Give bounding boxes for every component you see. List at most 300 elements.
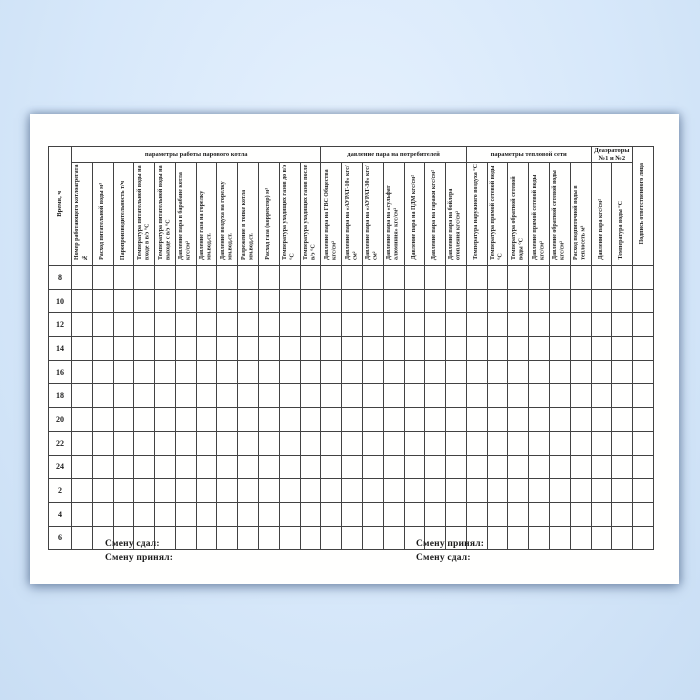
data-cell: [92, 502, 113, 526]
data-cell: [238, 455, 259, 479]
data-cell: [259, 360, 280, 384]
column-header: [404, 163, 425, 266]
data-cell: [196, 502, 217, 526]
data-cell: [570, 384, 591, 408]
data-cell: [362, 479, 383, 503]
table-row: [49, 360, 654, 384]
data-cell: [238, 384, 259, 408]
data-cell: [238, 360, 259, 384]
data-cell: [466, 455, 487, 479]
data-cell: [238, 431, 259, 455]
data-cell: [92, 266, 113, 290]
data-cell: [196, 408, 217, 432]
data-cell: [383, 313, 404, 337]
data-cell: [92, 313, 113, 337]
data-cell: [633, 502, 654, 526]
data-cell: [259, 455, 280, 479]
data-cell: [175, 313, 196, 337]
table-row: [49, 502, 654, 526]
data-cell: [175, 360, 196, 384]
data-cell: [591, 408, 612, 432]
data-cell: [508, 337, 529, 361]
data-cell: [570, 289, 591, 313]
data-cell: [113, 337, 134, 361]
table-row: [49, 408, 654, 432]
data-cell: [175, 384, 196, 408]
data-cell: [404, 455, 425, 479]
data-cell: [72, 360, 93, 384]
data-cell: [217, 408, 238, 432]
data-cell: [217, 526, 238, 550]
data-cell: [383, 337, 404, 361]
data-cell: [466, 289, 487, 313]
data-cell: [383, 289, 404, 313]
column-header-text: Давление обратной сетевой воды кгс/см²: [552, 170, 566, 260]
column-header-text: Давление газа на горелку мм.вод.ст.: [199, 190, 213, 260]
data-cell: [92, 384, 113, 408]
data-cell: [342, 431, 363, 455]
data-cell: [279, 360, 300, 384]
data-cell: [196, 384, 217, 408]
data-cell: [321, 502, 342, 526]
data-cell: [466, 431, 487, 455]
table-row: [49, 313, 654, 337]
data-cell: [134, 502, 155, 526]
data-cell: [300, 266, 321, 290]
data-cell: [362, 502, 383, 526]
shift-accepted-label: Смену принял:: [416, 539, 485, 549]
data-cell: [404, 313, 425, 337]
table-row: [49, 289, 654, 313]
data-cell: [259, 337, 280, 361]
data-cell: [529, 266, 550, 290]
data-cell: [155, 502, 176, 526]
data-cell: [175, 408, 196, 432]
data-cell: [238, 526, 259, 550]
data-cell: [570, 431, 591, 455]
data-cell: [196, 455, 217, 479]
data-cell: [383, 408, 404, 432]
data-cell: [175, 526, 196, 550]
hour-cell: 6: [49, 526, 72, 550]
data-cell: [259, 502, 280, 526]
data-cell: [342, 337, 363, 361]
data-cell: [238, 313, 259, 337]
data-cell: [591, 313, 612, 337]
data-cell: [612, 313, 633, 337]
data-cell: [529, 313, 550, 337]
data-cell: [549, 502, 570, 526]
data-cell: [570, 502, 591, 526]
data-cell: [72, 408, 93, 432]
data-cell: [196, 337, 217, 361]
data-cell: [259, 526, 280, 550]
data-cell: [72, 502, 93, 526]
data-cell: [113, 502, 134, 526]
data-cell: [404, 408, 425, 432]
hour-cell: 10: [49, 289, 72, 313]
data-cell: [549, 360, 570, 384]
data-cell: [279, 313, 300, 337]
data-cell: [487, 337, 508, 361]
data-cell: [591, 431, 612, 455]
data-cell: [633, 455, 654, 479]
data-cell: [508, 266, 529, 290]
data-cell: [113, 289, 134, 313]
data-cell: [279, 526, 300, 550]
column-header: [134, 163, 155, 266]
data-cell: [591, 502, 612, 526]
group-header: Деаэраторы №1 и №2: [591, 147, 633, 163]
data-cell: [404, 502, 425, 526]
data-cell: [633, 526, 654, 550]
data-cell: [217, 384, 238, 408]
data-cell: [529, 431, 550, 455]
data-cell: [134, 408, 155, 432]
data-cell: [196, 360, 217, 384]
data-cell: [529, 479, 550, 503]
column-header-text: Давление пара на «сульфат алюминия» кгс/см²: [386, 185, 400, 260]
column-header-text: Температура уходящих газов после в/э °С: [302, 164, 317, 260]
column-header-text: Температура уходящих газов до в/э °С: [282, 164, 296, 260]
group-header: параметры тепловой сети: [466, 147, 591, 163]
data-cell: [508, 455, 529, 479]
data-cell: [446, 455, 467, 479]
data-cell: [72, 337, 93, 361]
column-header: [259, 163, 280, 266]
data-cell: [404, 479, 425, 503]
data-cell: [134, 455, 155, 479]
data-cell: [217, 266, 238, 290]
data-cell: [92, 289, 113, 313]
data-cell: [238, 408, 259, 432]
data-cell: [279, 455, 300, 479]
data-cell: [300, 479, 321, 503]
data-cell: [508, 360, 529, 384]
data-cell: [570, 455, 591, 479]
data-cell: [425, 408, 446, 432]
data-cell: [549, 337, 570, 361]
data-cell: [217, 455, 238, 479]
data-cell: [72, 526, 93, 550]
data-cell: [508, 384, 529, 408]
column-header-text: Давление пара на гаражи кгс/см²: [431, 169, 438, 260]
data-cell: [612, 408, 633, 432]
data-cell: [321, 526, 342, 550]
data-cell: [362, 431, 383, 455]
data-cell: [134, 431, 155, 455]
hour-cell: 18: [49, 384, 72, 408]
data-cell: [196, 431, 217, 455]
data-cell: [529, 455, 550, 479]
data-cell: [362, 384, 383, 408]
data-cell: [446, 266, 467, 290]
data-cell: [155, 455, 176, 479]
column-header-text: Давление пара кгс/см²: [597, 199, 604, 260]
data-cell: [279, 337, 300, 361]
data-cell: [612, 266, 633, 290]
log-table: [48, 146, 654, 550]
data-cell: [238, 479, 259, 503]
data-cell: [591, 384, 612, 408]
data-cell: [425, 431, 446, 455]
data-cell: [383, 360, 404, 384]
data-cell: [134, 313, 155, 337]
hour-cell: 12: [49, 313, 72, 337]
data-cell: [529, 289, 550, 313]
data-cell: [549, 431, 570, 455]
data-cell: [404, 431, 425, 455]
data-cell: [72, 266, 93, 290]
data-cell: [321, 479, 342, 503]
data-cell: [217, 289, 238, 313]
data-cell: [612, 455, 633, 479]
data-cell: [259, 384, 280, 408]
data-cell: [446, 479, 467, 503]
data-cell: [217, 337, 238, 361]
signature-column-header: [633, 147, 654, 266]
data-cell: [217, 313, 238, 337]
data-cell: [217, 431, 238, 455]
data-cell: [342, 526, 363, 550]
data-cell: [300, 289, 321, 313]
column-header-text: Давление пара на «АУРАТ-30» кгс/см²: [365, 165, 379, 260]
column-header: [383, 163, 404, 266]
data-cell: [259, 479, 280, 503]
data-cell: [612, 289, 633, 313]
data-cell: [612, 526, 633, 550]
data-cell: [279, 266, 300, 290]
data-cell: [404, 360, 425, 384]
data-cell: [446, 408, 467, 432]
data-cell: [425, 266, 446, 290]
table-row: [49, 431, 654, 455]
data-cell: [134, 360, 155, 384]
data-cell: [446, 337, 467, 361]
data-cell: [342, 384, 363, 408]
column-header: [155, 163, 176, 266]
data-cell: [134, 384, 155, 408]
data-cell: [259, 313, 280, 337]
data-cell: [446, 289, 467, 313]
data-cell: [155, 289, 176, 313]
data-cell: [155, 408, 176, 432]
data-cell: [113, 360, 134, 384]
data-cell: [487, 266, 508, 290]
data-cell: [529, 384, 550, 408]
hour-cell: 24: [49, 455, 72, 479]
column-header-text: Давление пара на бойлера отопления кгс/см²: [448, 188, 462, 260]
column-header-text: Температура наружного воздуха °С: [472, 164, 479, 260]
data-cell: [238, 266, 259, 290]
data-cell: [134, 337, 155, 361]
data-cell: [362, 337, 383, 361]
data-cell: [487, 455, 508, 479]
data-cell: [466, 360, 487, 384]
column-header: [300, 163, 321, 266]
column-header: [196, 163, 217, 266]
data-cell: [92, 455, 113, 479]
data-cell: [487, 360, 508, 384]
data-cell: [217, 479, 238, 503]
data-cell: [466, 479, 487, 503]
data-cell: [570, 526, 591, 550]
data-cell: [508, 313, 529, 337]
data-cell: [570, 313, 591, 337]
data-cell: [446, 431, 467, 455]
column-header-text: Разрежение в топке котла мм.вод.ст.: [240, 189, 255, 260]
data-cell: [92, 431, 113, 455]
hour-cell: 2: [49, 479, 72, 503]
column-header: [342, 163, 363, 266]
data-cell: [425, 455, 446, 479]
data-cell: [342, 502, 363, 526]
data-cell: [362, 408, 383, 432]
data-cell: [300, 502, 321, 526]
group-header: давление пара на потребителей: [321, 147, 466, 163]
data-cell: [72, 431, 93, 455]
data-cell: [404, 289, 425, 313]
data-cell: [279, 479, 300, 503]
column-header: [279, 163, 300, 266]
data-cell: [549, 479, 570, 503]
shift-note-right: [416, 538, 484, 565]
column-header: [113, 163, 134, 266]
data-cell: [446, 502, 467, 526]
signature-column-header-text: Подпись ответственного лица: [639, 162, 646, 245]
data-cell: [321, 431, 342, 455]
data-cell: [238, 502, 259, 526]
data-cell: [196, 313, 217, 337]
column-header-text: Температура питательной воды на выходе с в/э °С: [157, 165, 172, 260]
data-cell: [591, 455, 612, 479]
data-cell: [92, 337, 113, 361]
data-cell: [508, 408, 529, 432]
data-cell: [383, 266, 404, 290]
data-cell: [591, 360, 612, 384]
hour-cell: 22: [49, 431, 72, 455]
data-cell: [321, 337, 342, 361]
data-cell: [570, 408, 591, 432]
data-cell: [549, 526, 570, 550]
data-cell: [321, 384, 342, 408]
table-row: [49, 337, 654, 361]
data-cell: [113, 455, 134, 479]
data-cell: [300, 408, 321, 432]
data-cell: [612, 384, 633, 408]
column-header-text: Расход подпиточной воды в теплосеть м³: [573, 185, 587, 260]
data-cell: [300, 455, 321, 479]
data-cell: [72, 455, 93, 479]
data-cell: [92, 360, 113, 384]
data-cell: [446, 384, 467, 408]
data-cell: [466, 384, 487, 408]
data-cell: [404, 337, 425, 361]
data-cell: [321, 360, 342, 384]
group-header: параметры работы парового котла: [72, 147, 321, 163]
data-cell: [175, 337, 196, 361]
column-header: [217, 163, 238, 266]
column-header-text: Температура питательной воды на входе в в/э °С: [136, 165, 151, 260]
data-cell: [425, 384, 446, 408]
data-cell: [487, 502, 508, 526]
data-cell: [362, 455, 383, 479]
column-header-text: Расход питательной воды м³: [98, 183, 105, 260]
column-header-text: Давление пара на ГВС Общества кгс/см²: [323, 169, 338, 260]
data-cell: [279, 384, 300, 408]
data-cell: [383, 431, 404, 455]
data-cell: [300, 526, 321, 550]
data-cell: [570, 360, 591, 384]
column-header-text: Температура воды °С: [618, 201, 625, 260]
data-cell: [342, 289, 363, 313]
data-cell: [113, 266, 134, 290]
data-cell: [549, 313, 570, 337]
data-cell: [342, 479, 363, 503]
data-cell: [425, 360, 446, 384]
column-header-text: Давление пара в барабане котла кгс/см²: [178, 172, 192, 260]
data-cell: [259, 266, 280, 290]
time-column-header: [49, 147, 72, 266]
data-cell: [259, 408, 280, 432]
data-cell: [529, 337, 550, 361]
data-cell: [633, 431, 654, 455]
data-cell: [300, 313, 321, 337]
column-header: [591, 163, 612, 266]
data-cell: [487, 289, 508, 313]
data-cell: [175, 289, 196, 313]
data-cell: [279, 408, 300, 432]
data-cell: [404, 266, 425, 290]
data-cell: [529, 526, 550, 550]
data-cell: [633, 408, 654, 432]
data-cell: [404, 384, 425, 408]
shift-note-left: [105, 538, 173, 565]
data-cell: [508, 289, 529, 313]
column-header: [175, 163, 196, 266]
column-header-text: Давление пара на ПДМ кгс/см²: [410, 175, 417, 260]
data-cell: [279, 502, 300, 526]
data-cell: [196, 289, 217, 313]
data-cell: [300, 337, 321, 361]
data-cell: [196, 266, 217, 290]
data-cell: [300, 360, 321, 384]
data-cell: [383, 479, 404, 503]
data-cell: [134, 479, 155, 503]
data-cell: [362, 526, 383, 550]
data-cell: [342, 360, 363, 384]
data-cell: [113, 408, 134, 432]
data-cell: [591, 266, 612, 290]
data-cell: [591, 289, 612, 313]
data-cell: [279, 431, 300, 455]
column-header: [92, 163, 113, 266]
column-header: [321, 163, 342, 266]
data-cell: [342, 313, 363, 337]
data-cell: [570, 479, 591, 503]
data-cell: [508, 526, 529, 550]
data-cell: [466, 408, 487, 432]
data-cell: [633, 360, 654, 384]
data-cell: [487, 384, 508, 408]
data-cell: [175, 455, 196, 479]
data-cell: [362, 266, 383, 290]
data-cell: [549, 455, 570, 479]
time-column-header-text: Время, ч: [55, 190, 63, 217]
data-cell: [612, 337, 633, 361]
data-cell: [300, 384, 321, 408]
data-cell: [342, 266, 363, 290]
